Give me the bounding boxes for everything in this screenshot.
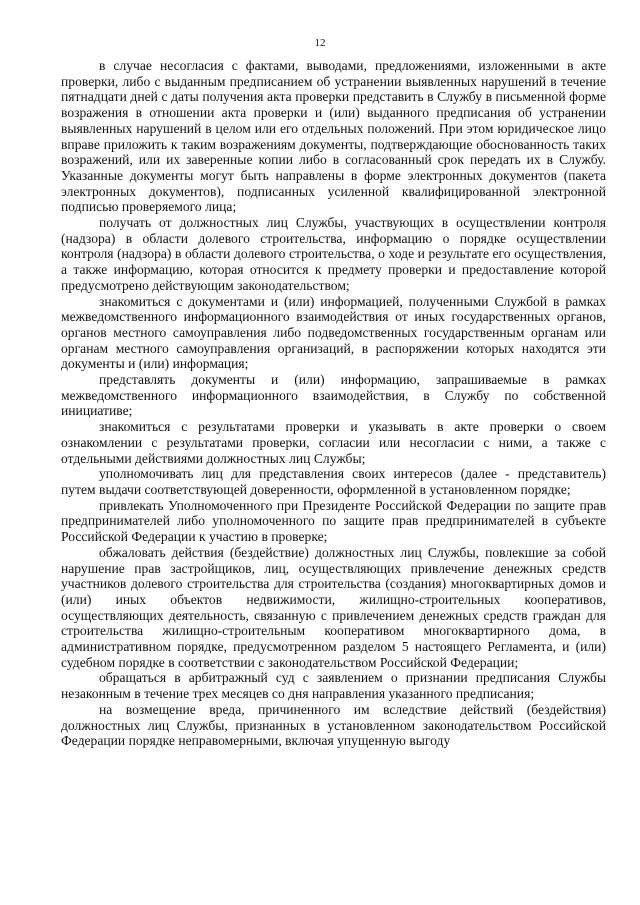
paragraph-arbitration-court: обращаться в арбитражный суд с заявлением о признании предписания Службы незаконным в течение трех месяцев со дня направления указанного предписания; — [61, 670, 606, 702]
paragraph-involve-ombudsman: привлекать Уполномоченного при Президенте Российской Федерации по защите прав предпринимателей либо уполномоченного по защите прав предпринимателей в субъекте Российской Федерации к участию в проверке; — [61, 497, 606, 545]
paragraph-receive-information: получать от должностных лиц Службы, участвующих в осуществлении контроля (надзора) в области долевого строительства, информацию о порядке осуществлении контроля (надзора) в области долевого строительства, о ходе и результате его осуществления, а также информацию, которая относится к предмету проверки и предоставление которой предусмотрено действующим законодательством; — [61, 215, 606, 293]
paragraph-appeal-actions: обжаловать действия (бездействие) должностных лиц Службы, повлекшие за собой нарушение прав застройщиков, лиц, осуществляющих привлечение денежных средств участников долевого строительства для строительства (создания) многоквартирных домов и (или) иных объектов недвижимости, жилищно-строительных кооперативов, осуществляющих деятельность, связанную с привлечением денежных средств граждан для строительства жилищно-строительным кооперативом многоквартирного дома, в административном порядке, предусмотренном разделом 5 настоящего Регламента, и (или) судебном порядке в соответствии с законодательством Российской Федерации; — [61, 544, 606, 670]
paragraph-damage-compensation: на возмещение вреда, причиненного им вследствие действий (бездействия) должностных лиц Службы, признанных в установленном законодательством Российской Федерации порядке неправомерными, включая упущенную выгоду — [61, 701, 606, 749]
paragraph-objection-rights: в случае несогласия с фактами, выводами, предложениями, изложенными в акте проверки, либо с выданным предписанием об устранении выявленных нарушений в течение пятнадцати дней с даты получения акта проверки представить в Службу в письменной форме возражения в отношении акта проверки и (или) выданного предписания об устранении выявленных нарушений в целом или его отдельных положений. При этом юридическое лицо вправе приложить к таким возражениям документы, подтверждающие обоснованность таких возражений, или их заверенные копии либо в согласованный срок передать их в Службу. Указанные документы могут быть направлены в форме электронных документов (пакета электронных документов), подписанных усиленной квалифицированной электронной подписью проверяемого лица; — [61, 58, 606, 215]
paragraph-review-documents: знакомиться с документами и (или) информацией, полученными Службой в рамках межведомственного информационного взаимодействия от иных государственных органов, органов местного самоуправления либо подведомственных государственным органам или органам местного самоуправления организаций, в распоряжении которых находятся эти документы и (или) информация; — [61, 293, 606, 372]
page-number: 12 — [314, 37, 326, 49]
document-body — [61, 58, 606, 749]
paragraph-review-results: знакомиться с результатами проверки и указывать в акте проверки о своем ознакомлении с результатами проверки, согласии или несогласии с ними, а также с отдельными действиями должностных лиц Службы; — [61, 419, 606, 466]
paragraph-submit-documents: представлять документы и (или) информацию, запрашиваемые в рамках межведомственного информационного взаимодействия, в Службу по собственной инициативе; — [61, 372, 606, 419]
paragraph-authorize-representative: уполномочивать лиц для представления своих интересов (далее - представитель) путем выдачи соответствующей доверенности, оформленной в установленном порядке; — [61, 466, 606, 497]
